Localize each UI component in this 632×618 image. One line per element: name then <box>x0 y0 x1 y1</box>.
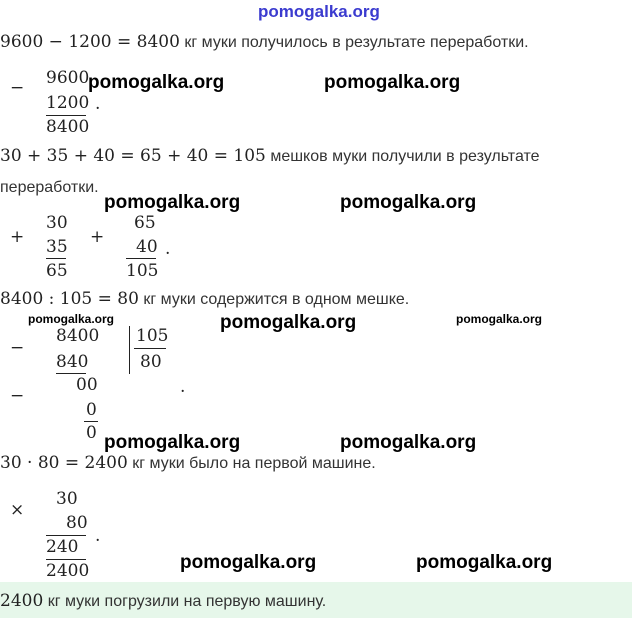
watermark: pomogalka.org <box>416 552 553 573</box>
result-line <box>84 421 98 422</box>
result-line <box>46 559 86 560</box>
end-dot: . <box>165 239 171 259</box>
sum: 65 <box>46 261 68 281</box>
statement-line-1 <box>0 32 529 52</box>
subtrahend: 1200 <box>46 93 90 113</box>
plus-sign: + <box>10 227 25 247</box>
statement-line-4 <box>0 453 376 473</box>
statement-text-2: мешков муки получили в результате <box>265 148 540 165</box>
minus-sign: − <box>10 78 25 98</box>
equation-1: 9600 − 1200 = 8400 <box>0 32 180 52</box>
watermark: pomogalka.org <box>340 192 477 213</box>
end-dot: . <box>180 377 186 397</box>
subtracted-2: 0 <box>86 400 97 420</box>
answer-text: кг муки погрузили на первую машину. <box>43 593 327 610</box>
end-dot: . <box>95 526 101 546</box>
dividend: 8400 <box>56 326 100 346</box>
statement-line-2 <box>0 146 540 166</box>
equation-3: 8400 : 105 = 80 <box>0 289 139 309</box>
remainder-final: 0 <box>86 423 97 443</box>
watermark: pomogalka.org <box>104 432 241 453</box>
watermark: pomogalka.org <box>456 312 543 326</box>
minus-sign: − <box>10 386 25 406</box>
result-line <box>46 535 86 536</box>
statement-line-3 <box>0 289 409 309</box>
factor-1: 30 <box>56 489 78 509</box>
times-sign: × <box>10 500 25 520</box>
answer-box <box>0 582 632 618</box>
watermark-top: pomogalka.org <box>258 2 380 21</box>
product: 2400 <box>46 561 90 581</box>
equation-4: 30 · 80 = 2400 <box>0 453 128 473</box>
answer-line <box>0 591 326 611</box>
sum: 105 <box>126 261 159 281</box>
divisor-line <box>134 348 166 349</box>
difference: 8400 <box>46 117 90 137</box>
watermark: pomogalka.org <box>88 72 225 93</box>
division-bar <box>129 326 130 374</box>
factor-2: 80 <box>66 513 88 533</box>
statement-text-1: кг муки получилось в результате переработки. <box>179 34 529 51</box>
statement-text-4: кг муки было на первой машине. <box>127 455 376 472</box>
minus-sign: − <box>10 338 25 358</box>
subtracted-1: 840 <box>56 352 89 372</box>
watermark: pomogalka.org <box>180 552 317 573</box>
statement-line-2-cont: переработки. <box>0 179 99 196</box>
watermark: pomogalka.org <box>28 312 115 326</box>
answer-value: 2400 <box>0 591 44 611</box>
end-dot: . <box>95 94 101 114</box>
plus-sign: + <box>90 227 105 247</box>
result-line <box>56 373 86 374</box>
remainder-1: 00 <box>76 375 98 395</box>
addend-1: 30 <box>46 213 68 233</box>
addend-2: 40 <box>136 237 158 257</box>
watermark: pomogalka.org <box>324 72 461 93</box>
watermark: pomogalka.org <box>340 432 477 453</box>
equation-2: 30 + 35 + 40 = 65 + 40 = 105 <box>0 146 266 166</box>
statement-text-3: кг муки содержится в одном мешке. <box>138 291 410 308</box>
watermark: pomogalka.org <box>104 192 241 213</box>
quotient: 80 <box>140 352 162 372</box>
result-line <box>46 115 86 116</box>
result-line <box>46 258 66 259</box>
result-line <box>126 258 156 259</box>
addend-1: 65 <box>134 213 156 233</box>
divisor: 105 <box>136 326 169 346</box>
partial-product: 240 <box>46 537 79 557</box>
watermark: pomogalka.org <box>220 312 357 333</box>
addend-2: 35 <box>46 237 68 257</box>
minuend: 9600 <box>46 68 90 88</box>
